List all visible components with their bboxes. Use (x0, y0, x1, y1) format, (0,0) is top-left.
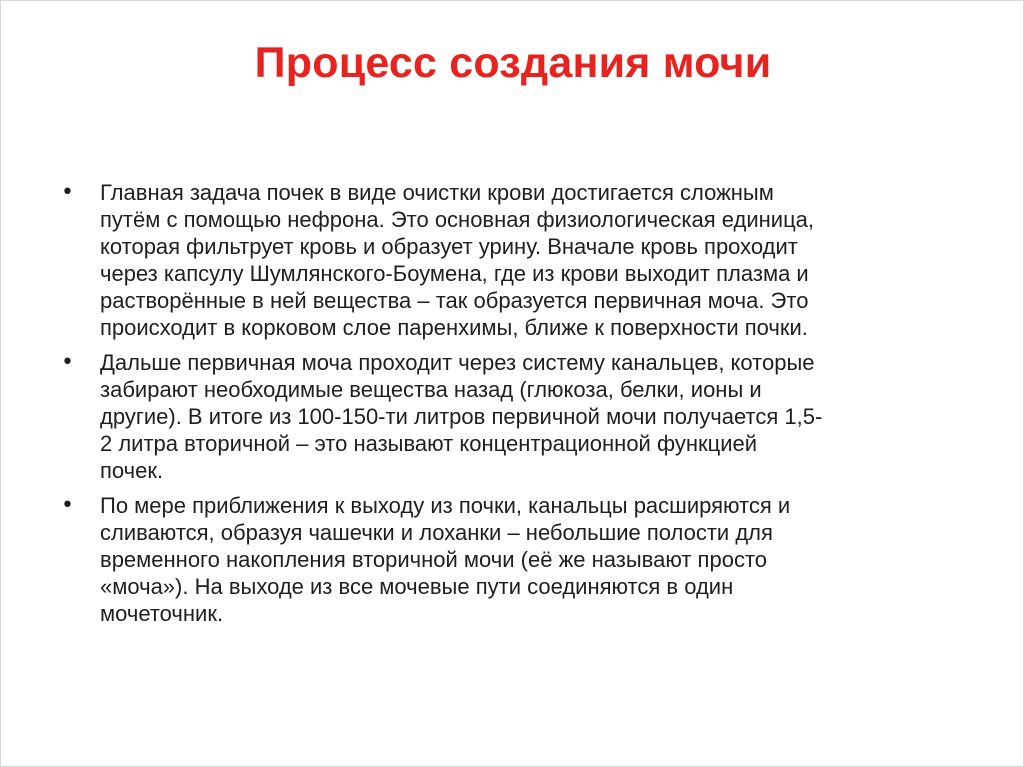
bullet-1-line-5: растворённые в ней вещества – так образуется первичная моча. Это (100, 288, 809, 313)
slide-title: Процесс создания мочи (254, 39, 772, 87)
bullet-item-1 (61, 179, 980, 341)
bullet-icon: • (61, 493, 74, 518)
bullet-1-line-6: происходит в корковом слое паренхимы, ближе к поверхности почки. (100, 315, 808, 340)
bullet-3-line-4: «моча»). На выходе из все мочевые пути соединяются в один (100, 574, 734, 599)
bullet-item-3 (61, 492, 980, 627)
bullet-2-line-4: 2 литра вторичной – это называют концентрационной функцией (100, 431, 758, 456)
bullet-2-line-5: почек. (100, 458, 164, 483)
bullet-2-line-1: Дальше первичная моча проходит через систему канальцев, которые (100, 350, 815, 375)
bullet-2-line-3: другие). В итоге из 100-150-ти литров первичной мочи получается 1,5- (100, 404, 823, 429)
bullet-icon: • (61, 350, 74, 375)
bullet-list (61, 179, 991, 635)
bullet-1-line-1: Главная задача почек в виде очистки крови достигается сложным (100, 180, 774, 205)
bullet-2-line-2: забирают необходимые вещества назад (глюкоза, белки, ионы и (100, 377, 762, 402)
bullet-3-line-2: сливаются, образуя чашечки и лоханки – небольшие полости для (100, 520, 773, 545)
bullet-3-line-5: мочеточник. (100, 601, 224, 626)
bullet-3-line-1: По мере приближения к выходу из почки, канальцы расширяются и (100, 493, 791, 518)
bullet-1-line-2: путём с помощью нефрона. Это основная физиологическая единица, (100, 207, 815, 232)
bullet-1-line-4: через капсулу Шумлянского-Боумена, где из крови выходит плазма и (100, 261, 809, 286)
bullet-1-line-3: которая фильтрует кровь и образует урину. Вначале кровь проходит (100, 234, 798, 259)
bullet-3-line-3: временного накопления вторичной мочи (её же называют просто (100, 547, 768, 572)
bullet-item-2 (61, 349, 980, 484)
bullet-icon: • (61, 180, 74, 205)
